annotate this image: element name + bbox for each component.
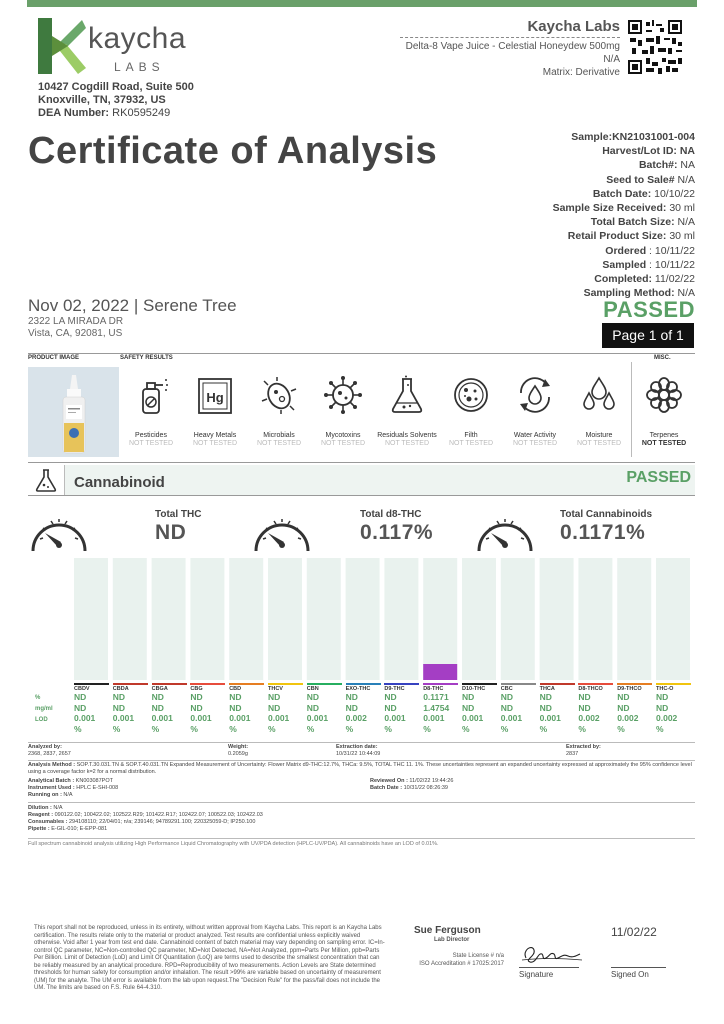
column-cbdv <box>74 683 109 734</box>
consumables-value: 294108110; 22/04/01; n/a; 239146; 94789291.100; 220325059-D; IP250.100 <box>67 819 256 825</box>
weight <box>228 744 248 758</box>
terpenes-name: Terpenes <box>649 432 679 439</box>
sample-details <box>553 130 695 300</box>
section-divider <box>28 353 695 354</box>
safety-item-name: Heavy Metals <box>193 432 237 439</box>
pipette-value: E-GIL-010; E-EPP-081 <box>49 826 108 832</box>
bar-background <box>152 558 186 680</box>
svg-text:Hg: Hg <box>206 390 224 405</box>
bar-background <box>501 558 535 680</box>
safety-item-mycotoxins <box>312 367 374 448</box>
row-label-mgml: mg/ml <box>35 706 53 712</box>
meta-rule-2 <box>28 760 695 761</box>
safety-item-status: NOT TESTED <box>576 440 622 447</box>
mgml-value: ND <box>229 702 242 713</box>
lod-value: 0.001 <box>151 713 173 723</box>
pct-value: ND <box>345 692 358 702</box>
signature-image <box>520 940 584 966</box>
row-label-pct: % <box>35 695 41 701</box>
signer-block <box>414 925 481 944</box>
sample-value: N/A <box>674 173 695 186</box>
analysis-method-value: SOP.T.30.031.TN & SOP.T.40.031.TN Expanded Measurement of Uncertainty: Flower Matrix d9-THC:12.7%, THCa: 9.5%, TOTAL THC 11. 1%. These uncertainties represent an expanded uncertainty expressed at approximately the 95% confidence level using a coverage factor k=2 for a normal distribution. <box>28 762 692 775</box>
safety-item-status: NOT TESTED <box>384 440 430 447</box>
total-d8-thc-label: Total d8-THC <box>360 509 422 520</box>
analyzed-by-label: Analyzed by: <box>28 744 62 750</box>
signature-label: Signature <box>519 970 554 979</box>
lod-value: 0.001 <box>190 713 212 723</box>
pesticide-sprayer-icon <box>131 375 171 415</box>
row-label-lod: LOD <box>35 717 48 723</box>
column-exo-thc <box>346 683 381 734</box>
safety-item-name: Residuals Solvents <box>377 432 437 439</box>
pct-value: ND <box>656 692 669 702</box>
sample-key: Total Batch Size: <box>590 216 675 229</box>
sample-key: Sample Size Received: <box>552 202 667 215</box>
lod-unit: % <box>229 723 237 734</box>
cannabinoid-status: PASSED <box>626 469 691 486</box>
lod-value: 0.001 <box>384 713 406 723</box>
weight-value: 0.2059g <box>228 751 248 757</box>
cannabinoid-top-rule <box>28 462 695 463</box>
dilution-label: Dilution : <box>28 805 52 811</box>
column-name: CBC <box>501 683 536 692</box>
sample-key: Batch#: <box>638 159 678 172</box>
reagent-info <box>28 805 263 833</box>
signer-name: Sue Ferguson <box>414 925 481 936</box>
pct-value: ND <box>578 692 591 702</box>
lod-unit: % <box>74 723 82 734</box>
sample-key: Sample: <box>571 131 613 143</box>
sample-key: Completed: <box>594 273 652 286</box>
bar-d8-thc <box>423 664 457 680</box>
bar-background <box>346 558 380 680</box>
column-d9-thco <box>617 683 652 734</box>
instrument-label: Instrument Used : <box>28 785 75 791</box>
column-name: D8-THC <box>423 683 458 692</box>
column-cbg <box>190 683 225 734</box>
dilution-value: N/A <box>51 805 63 811</box>
address-line-1: 10427 Cogdill Road, Suite 500 <box>38 81 194 93</box>
batch-info <box>28 778 118 799</box>
safety-item-name: Pesticides <box>135 432 167 439</box>
reagent-value: 090122.02; 100422.02; 102522.R29; 101422.R17; 102422.07; 100522.03; 102422.03 <box>53 812 263 818</box>
sample-row <box>553 258 695 272</box>
water-drop-cycle-icon <box>515 375 555 415</box>
pct-value: ND <box>462 692 475 702</box>
top-accent-bar <box>27 0 697 7</box>
client-address-1: 2322 LA MIRADA DR <box>28 316 124 327</box>
pct-value: ND <box>229 692 242 702</box>
microbe-icon <box>259 375 299 415</box>
sample-value: 30 ml <box>666 202 695 215</box>
safety-results <box>120 367 630 457</box>
product-image <box>28 367 119 457</box>
meta-rule-3 <box>28 802 695 803</box>
sample-row <box>553 173 695 187</box>
column-name: THCA <box>540 683 575 692</box>
reviewed-on-value: 11/02/22 19:44:26 <box>407 778 454 784</box>
column-name: CBN <box>307 683 342 692</box>
bar-background <box>268 558 302 680</box>
bar-background <box>74 558 108 680</box>
column-thc-o <box>656 683 691 734</box>
lod-value: 0.001 <box>423 713 445 723</box>
column-name: D8-THCO <box>578 683 613 692</box>
sample-key: Batch Date: <box>592 187 652 200</box>
sample-value: : 10/11/22 <box>646 258 695 271</box>
pct-value: ND <box>306 692 320 702</box>
lod-value: 0.002 <box>656 713 678 723</box>
extracted-by-label: Extracted by: <box>566 744 601 750</box>
sample-row <box>553 144 695 158</box>
total-thc-label: Total THC <box>155 509 202 520</box>
cannabinoid-header <box>28 465 695 496</box>
sample-row <box>553 201 695 215</box>
extraction-date-value: 10/31/22 10:44:09 <box>336 751 381 757</box>
lod-value: 0.002 <box>578 713 600 723</box>
sample-row <box>553 215 695 229</box>
lod-value: 0.001 <box>306 713 329 723</box>
pct-value: ND <box>617 692 630 702</box>
mgml-value: ND <box>306 702 320 713</box>
column-cbda <box>113 683 148 734</box>
lod-unit: % <box>578 723 586 734</box>
safety-item-name: Water Activity <box>513 432 557 439</box>
sample-value: 30 ml <box>666 230 695 243</box>
client-heading: Nov 02, 2022 | Serene Tree <box>28 296 237 315</box>
safety-results-label: SAFETY RESULTS <box>120 355 173 361</box>
bar-background <box>190 558 224 680</box>
meta-rule-4 <box>28 838 695 839</box>
sample-value: : 10/11/22 <box>646 244 695 257</box>
column-cbc <box>501 683 536 734</box>
safety-item-status: NOT TESTED <box>128 440 174 447</box>
extracted-by <box>566 744 601 758</box>
mgml-value: ND <box>112 702 126 713</box>
meta-rule-1 <box>28 742 695 743</box>
flask-icon <box>35 468 57 492</box>
bar-background <box>462 558 496 680</box>
lod-unit: % <box>345 723 354 734</box>
page-indicator: Page 1 of 1 <box>602 323 694 348</box>
virus-icon <box>323 375 363 415</box>
sample-value: 10/10/22 <box>651 187 695 200</box>
column-name: D9-THCO <box>617 683 652 692</box>
total-cannabinoids-label: Total Cannabinoids <box>560 509 653 520</box>
batch-date-label: Batch Date : <box>370 785 403 791</box>
mgml-value: ND <box>578 702 591 713</box>
client-info <box>28 296 237 340</box>
safety-item-status: NOT TESTED <box>192 440 238 447</box>
pct-value: ND <box>151 692 164 702</box>
bar-background <box>578 558 612 680</box>
safety-item-filth <box>440 367 502 448</box>
sample-row <box>553 130 695 144</box>
pct-value: ND <box>268 692 281 702</box>
petri-dish-icon <box>451 375 491 415</box>
sample-value: KN21031001-004 <box>612 131 695 143</box>
lod-value: 0.002 <box>345 713 367 723</box>
droplets-icon <box>579 375 619 415</box>
lod-unit: % <box>190 723 198 734</box>
column-cbd <box>229 683 264 734</box>
safety-item-status: NOT TESTED <box>448 440 494 447</box>
pct-value: ND <box>190 692 203 702</box>
lod-unit: % <box>268 723 276 734</box>
signature-line <box>519 967 579 968</box>
lod-value: 0.001 <box>462 713 484 723</box>
disclaimer: This report shall not be reproduced, unless in its entirety, without written approval from Kaycha Labs. This report is an Kaycha Labs certification. The results relate only to the material or product analyzed. Test results are confidential unless explicitly waived otherwise. Void after 1 year from test end date. Cannabinoid content of batch material may vary depending on sampling error. IC=In-control QC parameter, NC=Non-controlled QC parameter, ND=Not Detected, NA=Not Analyzed, ppm=Parts Per Million, ppb=Parts Per Billion. Limit of Detection (LoD) and Limit Of Quantitation (LoQ) are terms used to describe the smallest concentration that can be reliably measured by an analytical procedure. RPD=Reproducibility of two measurements. Action Levels are State determined thresholds for human safety for consumption and/or inhalation. The result >99% are variable based on uncertainty of measurement (UM) for the analyte. The UM error is available from the lab upon request.The "Decision Rule" for the pass/fail does not include the UM. The limits are based on F.S. Rule 64-4.310. <box>34 925 385 991</box>
heavy-metals-hg-icon <box>195 375 235 415</box>
bar-background <box>384 558 418 680</box>
lod-value: 0.001 <box>112 713 135 723</box>
state-license: State License # n/a <box>452 953 504 959</box>
bar-background <box>113 558 147 680</box>
mgml-value: ND <box>345 702 358 713</box>
analysis-method-label: Analysis Method : <box>28 762 76 768</box>
mgml-value: 1.4754 <box>423 702 450 713</box>
column-cbga <box>152 683 187 734</box>
lod-unit: % <box>539 723 548 734</box>
column-d8-thc <box>423 683 458 734</box>
column-thcv <box>268 683 303 734</box>
column-name: EXO-THC <box>346 683 381 692</box>
sample-key: Sampled <box>602 258 647 271</box>
safety-item-name: Moisture <box>585 432 613 439</box>
signed-on-label: Signed On <box>611 970 649 979</box>
lod-unit: % <box>384 723 392 734</box>
pct-value: ND <box>74 692 87 702</box>
lod-unit: % <box>112 723 121 734</box>
lab-rule <box>400 37 620 38</box>
column-d8-thco <box>578 683 613 734</box>
overall-status-badge: PASSED <box>603 297 695 322</box>
pct-value: ND <box>500 692 514 702</box>
column-name: THC-O <box>656 683 691 692</box>
sample-row <box>553 187 695 201</box>
safety-item-name: Microbials <box>263 432 295 439</box>
pct-value: ND <box>539 692 552 702</box>
sample-key: Sampling Method: <box>583 287 675 300</box>
pipette-label: Pipette : <box>28 826 50 832</box>
terpenes-flower-icon <box>644 375 684 415</box>
dea-value: RK0595249 <box>112 107 171 119</box>
bar-background <box>229 558 263 680</box>
column-name: D9-THC <box>384 683 419 692</box>
safety-item-status: NOT TESTED <box>256 440 302 447</box>
safety-item-water-activity <box>504 367 566 448</box>
page-title: Certificate of Analysis <box>28 130 438 172</box>
column-name: THCV <box>268 683 303 692</box>
product-na: N/A <box>603 54 620 65</box>
bar-background <box>540 558 574 680</box>
signed-date: 11/02/22 <box>611 925 657 939</box>
lab-header <box>400 18 620 79</box>
lod-unit: % <box>306 723 315 734</box>
lab-address <box>38 81 194 120</box>
sample-row <box>553 229 695 243</box>
total-thc-value: ND <box>155 521 187 544</box>
analyzed-by-value: 2368, 2837, 2657 <box>28 751 71 757</box>
safety-item-heavy-metals <box>184 367 246 448</box>
product-bottle-icon <box>62 375 86 455</box>
extraction-date-label: Extraction date: <box>336 744 378 750</box>
lod-value: 0.001 <box>500 713 523 723</box>
logo-sub: LABS <box>114 60 165 74</box>
column-name: D10-THC <box>462 683 497 692</box>
safety-item-status: NOT TESTED <box>320 440 366 447</box>
review-info <box>370 778 453 792</box>
lod-unit: % <box>423 723 431 734</box>
bar-background <box>423 558 457 680</box>
safety-item-name: Filth <box>464 432 478 439</box>
extracted-by-value: 2837 <box>566 751 579 757</box>
analyzed-by <box>28 744 71 758</box>
signed-on-line <box>611 967 666 968</box>
pct-value: 0.1171 <box>423 692 449 702</box>
batch-date-value: 10/31/22 08:26:39 <box>402 785 448 791</box>
column-name: CBG <box>190 683 225 692</box>
license-block <box>404 952 504 968</box>
column-d9-thc <box>384 683 419 734</box>
lod-value: 0.001 <box>539 713 561 723</box>
reagent-label: Reagent : <box>28 812 54 818</box>
matrix: Matrix: Derivative <box>542 67 620 78</box>
mgml-value: ND <box>617 702 630 713</box>
mgml-value: ND <box>500 702 514 713</box>
bar-background <box>617 558 651 680</box>
analysis-note: Full spectrum cannabinoid analysis utilizing High Performance Liquid Chromatography with UV/PDA detection (HPLC-UV/PDA). All cannabinoids have an LOD of 0.01%. <box>28 841 439 847</box>
running-on-value: N/A <box>61 792 73 798</box>
lod-value: 0.001 <box>229 713 251 723</box>
lod-value: 0.001 <box>74 713 96 723</box>
safety-item-moisture <box>568 367 630 448</box>
signer-title: Lab Director <box>434 937 470 943</box>
lod-value: 0.001 <box>268 713 290 723</box>
mgml-value: ND <box>384 702 397 713</box>
dea-label: DEA Number: <box>38 107 110 119</box>
column-name: CBGA <box>152 683 187 692</box>
sample-value: NA <box>676 145 695 158</box>
terpenes-result <box>632 367 696 448</box>
sample-row <box>553 244 695 258</box>
mgml-value: ND <box>190 702 203 713</box>
address-line-2: Knoxville, TN, 37932, US <box>38 94 166 106</box>
lod-unit: % <box>151 723 160 734</box>
logo-name: kaycha <box>88 22 187 55</box>
qr-code-icon[interactable] <box>628 20 682 74</box>
column-cbn <box>307 683 342 734</box>
iso-accreditation: ISO Accreditation # 17025:2017 <box>419 961 504 967</box>
cannabinoid-bar-chart <box>0 556 724 686</box>
safety-item-residuals-solvents <box>376 367 438 448</box>
safety-item-pesticides <box>120 367 182 448</box>
extraction-date <box>336 744 380 758</box>
product-name: Delta-8 Vape Juice - Celestial Honeydew 500mg <box>405 41 620 52</box>
total-cannabinoids-value: 0.1171% <box>560 521 646 544</box>
safety-item-status: NOT TESTED <box>512 440 558 447</box>
sample-key: Harvest/Lot ID: <box>602 145 677 158</box>
consumables-label: Consumables : <box>28 819 68 825</box>
total-d8-thc-value: 0.117% <box>360 521 434 544</box>
mgml-value: ND <box>656 702 669 713</box>
flask-icon <box>387 375 427 415</box>
column-thca <box>540 683 575 734</box>
pct-value: ND <box>384 692 397 702</box>
kaycha-logo <box>38 18 188 78</box>
total-d8-thc-gauge-icon <box>251 509 313 555</box>
total-cannabinoids-gauge-icon <box>474 509 536 555</box>
running-on-label: Running on : <box>28 792 62 798</box>
lod-unit: % <box>656 723 664 734</box>
pct-value: ND <box>112 692 126 702</box>
sample-value: N/A <box>674 287 695 300</box>
sample-row <box>553 272 695 286</box>
sample-key: Ordered <box>605 244 647 257</box>
mgml-value: ND <box>151 702 164 713</box>
kaycha-k-icon <box>38 18 86 74</box>
safety-item-microbials <box>248 367 310 448</box>
instrument-value: HPLC E-SHI-008 <box>74 785 119 791</box>
analytical-batch-label: Analytical Batch : <box>28 778 75 784</box>
mgml-value: ND <box>268 702 281 713</box>
sample-row <box>553 158 695 172</box>
mgml-value: ND <box>539 702 552 713</box>
cannabinoid-icon-box <box>28 465 65 495</box>
cannabinoid-table <box>0 683 724 743</box>
safety-item-name: Mycotoxins <box>325 432 361 439</box>
column-name: CBDA <box>113 683 148 692</box>
misc-label: MISC. <box>654 355 671 361</box>
lod-unit: % <box>500 723 509 734</box>
column-name: CBDV <box>74 683 109 692</box>
analysis-method <box>28 762 695 776</box>
lod-unit: % <box>617 723 625 734</box>
sample-value: N/A <box>674 216 695 229</box>
client-address-2: Vista, CA, 92081, US <box>28 328 123 339</box>
cannabinoid-title: Cannabinoid <box>74 474 165 491</box>
column-d10-thc <box>462 683 497 734</box>
sample-key: Retail Product Size: <box>567 230 667 243</box>
lod-unit: % <box>462 723 470 734</box>
weight-label: Weight: <box>228 744 249 750</box>
sample-value: NA <box>677 159 695 172</box>
column-name: CBD <box>229 683 264 692</box>
terpenes-status: NOT TESTED <box>641 440 687 447</box>
total-thc-gauge-icon <box>28 509 90 555</box>
reviewed-on-label: Reviewed On : <box>370 778 408 784</box>
lod-value: 0.002 <box>617 713 639 723</box>
product-image-label: PRODUCT IMAGE <box>28 355 79 361</box>
sample-value: 11/02/22 <box>651 273 695 286</box>
sample-key: Seed to Sale# <box>606 173 675 186</box>
bar-background <box>656 558 690 680</box>
lab-name: Kaycha Labs <box>527 18 620 35</box>
mgml-value: ND <box>74 702 87 713</box>
bar-background <box>307 558 341 680</box>
mgml-value: ND <box>462 702 475 713</box>
analytical-batch-value: KN003087POT <box>74 778 113 784</box>
